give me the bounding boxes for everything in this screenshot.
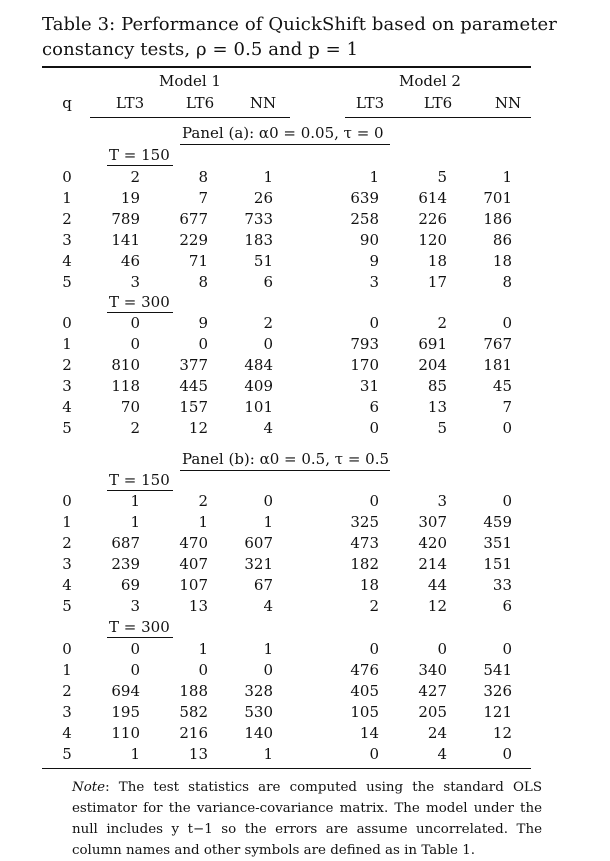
value-cell: 0 bbox=[198, 661, 208, 679]
value-cell: 1 bbox=[263, 513, 273, 531]
panel-title: Panel (b): α0 = 0.5, τ = 0.5 bbox=[182, 450, 390, 468]
value-cell: 0 bbox=[369, 745, 379, 763]
value-cell: 105 bbox=[350, 703, 379, 721]
value-cell: 351 bbox=[483, 534, 512, 552]
q-cell: 5 bbox=[62, 597, 72, 615]
value-cell: 476 bbox=[350, 661, 379, 679]
value-cell: 2 bbox=[437, 314, 447, 332]
value-cell: 789 bbox=[111, 210, 140, 228]
q-cell: 3 bbox=[62, 231, 72, 249]
q-cell: 4 bbox=[62, 724, 72, 742]
sample-size-underline bbox=[107, 312, 173, 313]
model2-header: Model 2 bbox=[399, 72, 461, 90]
value-cell: 205 bbox=[418, 703, 447, 721]
q-cell: 4 bbox=[62, 398, 72, 416]
value-cell: 0 bbox=[502, 640, 512, 658]
value-cell: 107 bbox=[179, 576, 208, 594]
q-cell: 4 bbox=[62, 252, 72, 270]
value-cell: 186 bbox=[483, 210, 512, 228]
value-cell: 0 bbox=[263, 661, 273, 679]
value-cell: 4 bbox=[437, 745, 447, 763]
value-cell: 326 bbox=[483, 682, 512, 700]
value-cell: 121 bbox=[483, 703, 512, 721]
value-cell: 1 bbox=[369, 168, 379, 186]
column-header: NN bbox=[494, 94, 522, 112]
q-cell: 2 bbox=[62, 210, 72, 228]
value-cell: 8 bbox=[198, 273, 208, 291]
value-cell: 13 bbox=[188, 745, 208, 763]
value-cell: 33 bbox=[492, 576, 512, 594]
value-cell: 204 bbox=[418, 356, 447, 374]
value-cell: 14 bbox=[359, 724, 379, 742]
value-cell: 307 bbox=[418, 513, 447, 531]
value-cell: 321 bbox=[244, 555, 273, 573]
value-cell: 71 bbox=[188, 252, 208, 270]
value-cell: 0 bbox=[130, 314, 140, 332]
value-cell: 44 bbox=[427, 576, 447, 594]
value-cell: 541 bbox=[483, 661, 512, 679]
value-cell: 1 bbox=[263, 640, 273, 658]
q-cell: 3 bbox=[62, 703, 72, 721]
value-cell: 24 bbox=[427, 724, 447, 742]
value-cell: 19 bbox=[120, 189, 140, 207]
value-cell: 0 bbox=[130, 640, 140, 658]
value-cell: 31 bbox=[359, 377, 379, 395]
value-cell: 420 bbox=[418, 534, 447, 552]
value-cell: 8 bbox=[198, 168, 208, 186]
q-cell: 5 bbox=[62, 273, 72, 291]
value-cell: 258 bbox=[350, 210, 379, 228]
q-cell: 3 bbox=[62, 555, 72, 573]
value-cell: 691 bbox=[418, 335, 447, 353]
value-cell: 0 bbox=[198, 335, 208, 353]
value-cell: 7 bbox=[502, 398, 512, 416]
value-cell: 46 bbox=[120, 252, 140, 270]
value-cell: 793 bbox=[350, 335, 379, 353]
q-cell: 3 bbox=[62, 377, 72, 395]
value-cell: 9 bbox=[198, 314, 208, 332]
top-rule bbox=[42, 66, 531, 68]
column-header: LT3 bbox=[355, 94, 385, 112]
value-cell: 1 bbox=[130, 492, 140, 510]
q-cell: 1 bbox=[62, 335, 72, 353]
value-cell: 4 bbox=[263, 597, 273, 615]
q-cell: 2 bbox=[62, 682, 72, 700]
value-cell: 677 bbox=[179, 210, 208, 228]
value-cell: 0 bbox=[502, 745, 512, 763]
value-cell: 6 bbox=[502, 597, 512, 615]
panel-title-underline bbox=[180, 470, 390, 471]
value-cell: 141 bbox=[111, 231, 140, 249]
value-cell: 5 bbox=[437, 419, 447, 437]
sample-size-underline bbox=[107, 490, 173, 491]
value-cell: 183 bbox=[244, 231, 273, 249]
value-cell: 473 bbox=[350, 534, 379, 552]
value-cell: 120 bbox=[418, 231, 447, 249]
q-cell: 0 bbox=[62, 314, 72, 332]
value-cell: 409 bbox=[244, 377, 273, 395]
value-cell: 12 bbox=[188, 419, 208, 437]
value-cell: 3 bbox=[130, 273, 140, 291]
value-cell: 0 bbox=[130, 335, 140, 353]
value-cell: 407 bbox=[179, 555, 208, 573]
q-cell: 2 bbox=[62, 534, 72, 552]
value-cell: 1 bbox=[130, 745, 140, 763]
value-cell: 459 bbox=[483, 513, 512, 531]
bottom-rule bbox=[42, 768, 531, 769]
value-cell: 188 bbox=[179, 682, 208, 700]
value-cell: 67 bbox=[253, 576, 273, 594]
value-cell: 2 bbox=[198, 492, 208, 510]
value-cell: 4 bbox=[263, 419, 273, 437]
value-cell: 9 bbox=[369, 252, 379, 270]
value-cell: 701 bbox=[483, 189, 512, 207]
model1-header: Model 1 bbox=[159, 72, 221, 90]
value-cell: 69 bbox=[120, 576, 140, 594]
value-cell: 0 bbox=[369, 640, 379, 658]
value-cell: 2 bbox=[130, 419, 140, 437]
value-cell: 8 bbox=[502, 273, 512, 291]
value-cell: 1 bbox=[263, 168, 273, 186]
panel-title: Panel (a): α0 = 0.05, τ = 0 bbox=[182, 124, 384, 142]
note-text: : The test statistics are computed using the standard OLS estimator for the variance-covariance matrix. The model under the null includes y t−1 so the errors are assume uncorrelated. The column names and other symbols are defined as in Table 1. bbox=[72, 780, 542, 858]
sample-size-label: T = 150 bbox=[109, 146, 170, 164]
value-cell: 0 bbox=[502, 419, 512, 437]
value-cell: 70 bbox=[120, 398, 140, 416]
value-cell: 90 bbox=[359, 231, 379, 249]
value-cell: 377 bbox=[179, 356, 208, 374]
value-cell: 0 bbox=[502, 492, 512, 510]
value-cell: 182 bbox=[350, 555, 379, 573]
value-cell: 1 bbox=[198, 640, 208, 658]
value-cell: 1 bbox=[263, 745, 273, 763]
value-cell: 13 bbox=[188, 597, 208, 615]
value-cell: 1 bbox=[198, 513, 208, 531]
value-cell: 170 bbox=[350, 356, 379, 374]
value-cell: 328 bbox=[244, 682, 273, 700]
value-cell: 7 bbox=[198, 189, 208, 207]
q-cell: 0 bbox=[62, 640, 72, 658]
value-cell: 5 bbox=[437, 168, 447, 186]
value-cell: 216 bbox=[179, 724, 208, 742]
value-cell: 1 bbox=[130, 513, 140, 531]
value-cell: 340 bbox=[418, 661, 447, 679]
panel-title-underline bbox=[180, 144, 390, 145]
value-cell: 85 bbox=[427, 377, 447, 395]
value-cell: 767 bbox=[483, 335, 512, 353]
value-cell: 427 bbox=[418, 682, 447, 700]
q-cell: 0 bbox=[62, 492, 72, 510]
value-cell: 17 bbox=[427, 273, 447, 291]
table-note bbox=[72, 777, 542, 861]
value-cell: 6 bbox=[369, 398, 379, 416]
value-cell: 3 bbox=[369, 273, 379, 291]
q-cell: 2 bbox=[62, 356, 72, 374]
value-cell: 0 bbox=[130, 661, 140, 679]
value-cell: 694 bbox=[111, 682, 140, 700]
value-cell: 214 bbox=[418, 555, 447, 573]
q-cell: 1 bbox=[62, 661, 72, 679]
value-cell: 118 bbox=[111, 377, 140, 395]
table-caption: Table 3: Performance of QuickShift based on parameter constancy tests, ρ = 0.5 and p = 1 bbox=[42, 14, 557, 60]
value-cell: 101 bbox=[244, 398, 273, 416]
value-cell: 0 bbox=[502, 314, 512, 332]
value-cell: 2 bbox=[130, 168, 140, 186]
value-cell: 3 bbox=[437, 492, 447, 510]
value-cell: 2 bbox=[263, 314, 273, 332]
sample-size-label: T = 300 bbox=[109, 293, 170, 311]
value-cell: 0 bbox=[263, 492, 273, 510]
column-header: LT6 bbox=[423, 94, 453, 112]
value-cell: 51 bbox=[253, 252, 273, 270]
value-cell: 229 bbox=[179, 231, 208, 249]
value-cell: 484 bbox=[244, 356, 273, 374]
value-cell: 12 bbox=[492, 724, 512, 742]
value-cell: 0 bbox=[369, 314, 379, 332]
value-cell: 86 bbox=[492, 231, 512, 249]
value-cell: 325 bbox=[350, 513, 379, 531]
value-cell: 140 bbox=[244, 724, 273, 742]
sample-size-underline bbox=[107, 637, 173, 638]
value-cell: 157 bbox=[179, 398, 208, 416]
sample-size-label: T = 150 bbox=[109, 471, 170, 489]
q-cell: 0 bbox=[62, 168, 72, 186]
value-cell: 18 bbox=[359, 576, 379, 594]
value-cell: 0 bbox=[437, 640, 447, 658]
q-cell: 4 bbox=[62, 576, 72, 594]
value-cell: 687 bbox=[111, 534, 140, 552]
value-cell: 18 bbox=[427, 252, 447, 270]
value-cell: 26 bbox=[253, 189, 273, 207]
column-header: NN bbox=[249, 94, 277, 112]
sample-size-underline bbox=[107, 165, 173, 166]
q-header: q bbox=[62, 94, 72, 112]
value-cell: 0 bbox=[263, 335, 273, 353]
value-cell: 151 bbox=[483, 555, 512, 573]
column-header: LT3 bbox=[115, 94, 145, 112]
value-cell: 0 bbox=[369, 492, 379, 510]
q-cell: 5 bbox=[62, 745, 72, 763]
q-cell: 1 bbox=[62, 189, 72, 207]
value-cell: 110 bbox=[111, 724, 140, 742]
value-cell: 445 bbox=[179, 377, 208, 395]
value-cell: 405 bbox=[350, 682, 379, 700]
value-cell: 239 bbox=[111, 555, 140, 573]
value-cell: 3 bbox=[130, 597, 140, 615]
value-cell: 582 bbox=[179, 703, 208, 721]
q-cell: 5 bbox=[62, 419, 72, 437]
note-label: Note bbox=[72, 780, 106, 795]
value-cell: 12 bbox=[427, 597, 447, 615]
value-cell: 18 bbox=[492, 252, 512, 270]
sample-size-label: T = 300 bbox=[109, 618, 170, 636]
value-cell: 470 bbox=[179, 534, 208, 552]
value-cell: 2 bbox=[369, 597, 379, 615]
value-cell: 607 bbox=[244, 534, 273, 552]
value-cell: 6 bbox=[263, 273, 273, 291]
value-cell: 733 bbox=[244, 210, 273, 228]
value-cell: 45 bbox=[492, 377, 512, 395]
value-cell: 614 bbox=[418, 189, 447, 207]
header-underline-left bbox=[90, 117, 290, 118]
value-cell: 13 bbox=[427, 398, 447, 416]
value-cell: 0 bbox=[369, 419, 379, 437]
header-underline-right bbox=[345, 117, 531, 118]
value-cell: 530 bbox=[244, 703, 273, 721]
q-cell: 1 bbox=[62, 513, 72, 531]
column-header: LT6 bbox=[185, 94, 215, 112]
value-cell: 810 bbox=[111, 356, 140, 374]
value-cell: 639 bbox=[350, 189, 379, 207]
value-cell: 1 bbox=[502, 168, 512, 186]
value-cell: 195 bbox=[111, 703, 140, 721]
value-cell: 181 bbox=[483, 356, 512, 374]
value-cell: 226 bbox=[418, 210, 447, 228]
